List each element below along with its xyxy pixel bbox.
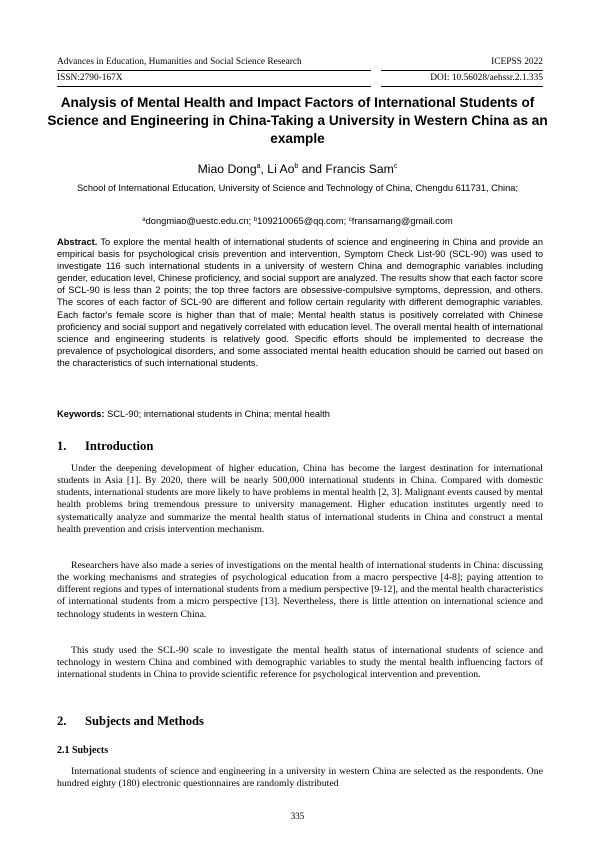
author-mark: a bbox=[256, 163, 261, 170]
body-paragraph: Researchers have also made a series of investigations on the mental health of international students in China: discussing the working mechanisms and strategies of psychological education from a macro perspective [4-8]; paying attention to different regions and types of international students from a medium perspective [9-12], and the mental health characteristics of international students from a micro perspective [13]. Nevertheless, there is little attention on international science and technology students in western China. bbox=[57, 560, 543, 620]
issn: ISSN:2790-167X bbox=[57, 73, 123, 83]
section-number: 2. bbox=[57, 714, 67, 728]
author-name: Francis Sam bbox=[325, 162, 394, 176]
section-heading bbox=[57, 439, 153, 454]
author-name: Miao Dong bbox=[197, 162, 257, 176]
keywords bbox=[57, 408, 543, 420]
author-list bbox=[40, 159, 555, 177]
email-separator: ; bbox=[248, 216, 254, 226]
author-name: Li Ao bbox=[267, 162, 295, 176]
header-rule-right bbox=[381, 70, 543, 71]
page-number: 335 bbox=[290, 811, 305, 821]
paper-title: Analysis of Mental Health and Impact Factors of International Students of Science and Engineering in China-Taking a University in Western China as an example bbox=[47, 95, 548, 146]
author-mark: c bbox=[393, 163, 398, 170]
body-paragraph: This study used the SCL-90 scale to investigate the mental health status of international students of science and technology in western China and combined with demographic variables to study the mental health influencing factors of international students in China to provide scientific reference for psychological intervention and prevention. bbox=[57, 645, 543, 681]
header-rule-right-2 bbox=[381, 86, 543, 87]
section-number: 1. bbox=[57, 439, 67, 453]
header-rule-left bbox=[57, 70, 371, 71]
email-mark: a bbox=[142, 217, 146, 223]
email-address: 109210065@qq.com bbox=[257, 216, 344, 226]
abstract bbox=[57, 236, 543, 369]
journal-name: Advances in Education, Humanities and Social Science Research bbox=[57, 57, 302, 67]
section-heading bbox=[57, 714, 204, 729]
header-rule-left-2 bbox=[57, 86, 371, 87]
email-address: dongmiao@uestc.edu.cn bbox=[145, 216, 249, 226]
email-separator: ; bbox=[343, 216, 349, 226]
section-title: Subjects and Methods bbox=[85, 714, 204, 728]
doi: DOI: 10.56028/aehssr.2.1.335 bbox=[430, 73, 543, 83]
email-mark: c bbox=[348, 217, 352, 223]
subsection-heading: 2.1 Subjects bbox=[57, 745, 109, 756]
keywords-label: Keywords: bbox=[57, 409, 105, 419]
abstract-label: Abstract. bbox=[57, 237, 98, 247]
conference-name: ICEPSS 2022 bbox=[491, 57, 543, 67]
body-paragraph: International students of science and engineering in a university in western China are selected as the respondents. One hundred eighty (180) electronic questionnaires are randomly distributed bbox=[57, 766, 543, 790]
keywords-text: SCL-90; international students in China; mental health bbox=[107, 409, 330, 419]
email-list bbox=[40, 214, 555, 227]
affiliation: School of International Education, University of Science and Technology of China, Chengdu 611731, China; bbox=[76, 183, 519, 193]
body-paragraph: Under the deepening development of higher education, China has become the largest destination for international students in Asia [1]. By 2020, there will be nearly 500,000 international students in China. Compared with domestic students, international students are more likely to have problems in mental health [2, 3]. Malignant events caused by mental health problems bring tremendous pressure to university management. Higher education institutes urgently need to systematically analyze and summarize the mental health status of international students in China and construct a mental health prevention and crisis intervention mechanism. bbox=[57, 463, 543, 535]
author-separator: and bbox=[298, 162, 326, 176]
email-address: fransamang@gmail.com bbox=[351, 216, 453, 226]
author-mark: b bbox=[294, 163, 299, 170]
author-separator: , bbox=[260, 162, 268, 176]
abstract-text: To explore the mental health of international students of science and engineering in China and provide an empirical basis for psychological crisis prevention and intervention, Symptom Check List-90 (SCL-90) was used to investigate 116 such international students in a university of western China and demographic variables including gender, education level, Chinese proficiency, and social support are analyzed. The results show that each factor score of SCL-90 is less than 2 points; the top three factors are obsessive-compulsive symptoms, depression, and others. The scores of each factor of SCL-90 are different and follow certain regularity with different demographic variables. Each factor's female score is higher than that of male; Mental health status is positively correlated with Chinese proficiency and social support and negatively correlated with education level. The overall mental health of international science and engineering students is relatively good. Specific efforts should be implemented to decrease the prevalence of psychological disorders, and some associated mental health education should be carried out based on the characteristics of such international students. bbox=[57, 237, 543, 368]
email-mark: b bbox=[253, 217, 258, 223]
section-title: Introduction bbox=[85, 439, 154, 453]
